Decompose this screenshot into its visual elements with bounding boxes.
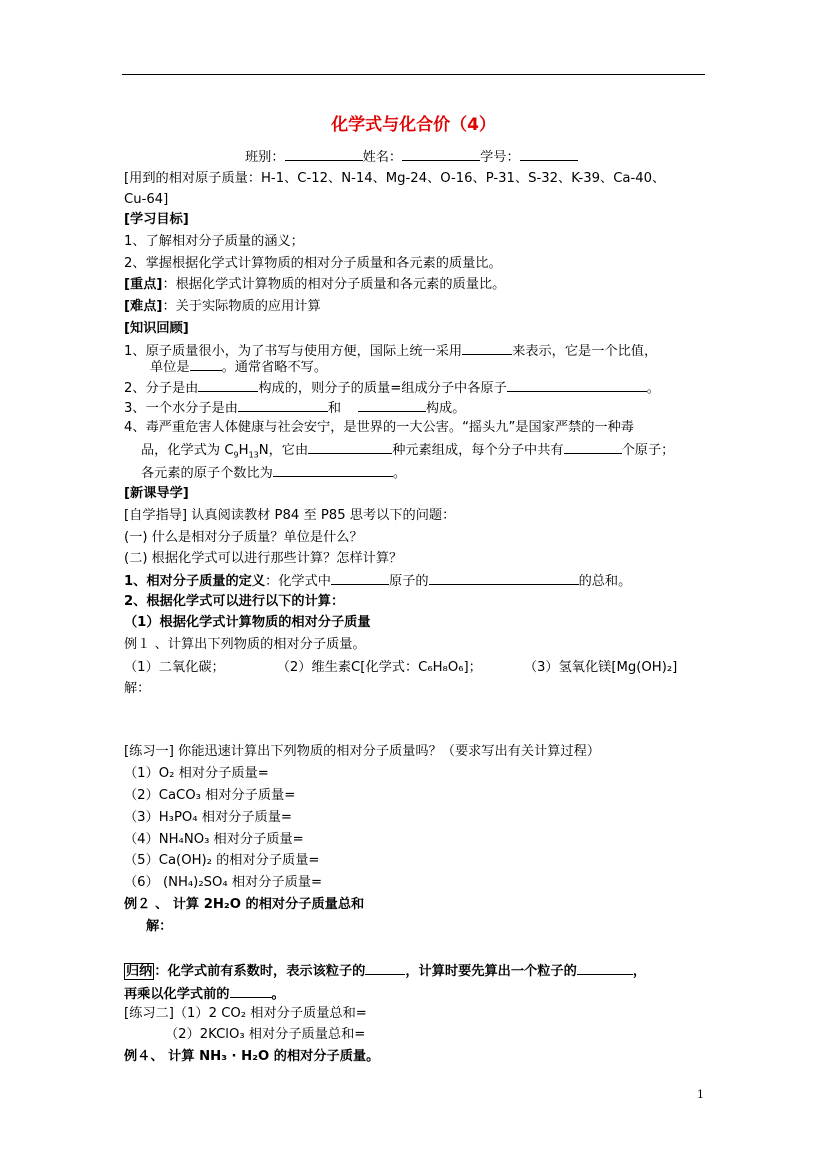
summary-text-a: ：化学式前有系数时，表示该粒子的	[154, 964, 366, 979]
review-q4-line2	[141, 440, 674, 464]
formula-c9h13n	[224, 443, 268, 458]
blank-all[interactable]	[331, 571, 389, 585]
blank-unit[interactable]	[462, 341, 512, 355]
difficulty-label: [难点]	[124, 299, 163, 314]
self-study-guide: [自学指导] 认真阅读教材 P84 至 P85 思考以下的问题：	[124, 508, 456, 523]
id-field[interactable]	[520, 147, 578, 161]
blank-water-2[interactable]	[358, 398, 426, 412]
definition-text-b: 原子的	[389, 574, 429, 589]
calc-subheading: （1）根据化学式计算物质的相对分子质量	[124, 615, 371, 630]
key-point	[124, 276, 505, 293]
practice-1-item: （6） (NH₄)₂SO₄ 相对分子质量=	[124, 875, 323, 890]
review-q1-text-c: 单位是	[150, 360, 190, 375]
summary-line2	[124, 984, 285, 1003]
review-q3-text-c: 构成。	[425, 401, 466, 416]
practice-2-line1	[124, 1005, 367, 1022]
formula-13: 13	[248, 450, 259, 460]
review-q4-text-b: 品，化学式为	[141, 443, 225, 458]
summary-text-e: 。	[271, 987, 285, 1002]
review-q4-line1: 4、毒严重危害人体健康与社会安宁，是世界的一大公害。“摇头九”是国家严禁的一种毒	[124, 420, 634, 435]
review-q1-text-b: 来表示，它是一个比值，	[512, 344, 658, 359]
blank-water-1[interactable]	[238, 398, 328, 412]
difficulty	[124, 298, 321, 315]
blank-element-count[interactable]	[308, 440, 392, 454]
summary-text-b: ，计算时要先算出一个粒子的	[405, 964, 577, 979]
review-q4-text-c: ，它由	[268, 443, 309, 458]
summary-label: 归纳	[126, 964, 153, 979]
id-label: 学号：	[480, 150, 520, 165]
review-q2-text-b: 构成的，则分子的质量=组成分子中各原子	[258, 381, 507, 396]
practice-1-heading: [练习一] 你能迅速计算出下列物质的相对分子质量吗？（要求写出有关计算过程）	[124, 744, 601, 759]
example-2-solve: 解：	[146, 919, 173, 934]
definition-text-c: 的总和。	[578, 574, 632, 589]
formula-n: N	[258, 443, 269, 458]
example-1-solve: 解：	[124, 681, 151, 696]
practice-1-item: （4）NH₄NO₃ 相对分子质量=	[124, 832, 304, 847]
atomic-masses-line2: Cu-64]	[124, 192, 169, 207]
practice-2-line2: （2）2KClO₃ 相对分子质量总和=	[165, 1027, 366, 1042]
practice-1-item: （2）CaCO₃ 相对分子质量=	[124, 788, 296, 803]
question-1: (一) 什么是相对分子质量？单位是什么？	[124, 530, 363, 545]
blank-atom-ratio[interactable]	[273, 463, 393, 477]
calc-heading: 2、根据化学式可以进行以下的计算：	[124, 594, 345, 609]
key-point-label: [重点]	[124, 277, 163, 292]
example-1-item-b: （2）维生素C[化学式：C₆H₈O₆]；	[276, 660, 482, 675]
review-q4-text-e: 个原子；	[621, 443, 675, 458]
definition-text-a: ：化学式中	[265, 574, 331, 589]
blank-definition[interactable]	[429, 571, 579, 585]
blank-molecule-composition[interactable]	[198, 378, 258, 392]
page-number: 1	[697, 1088, 704, 1101]
review-q3-text-b: 和	[327, 401, 342, 416]
formula-c: C	[224, 443, 234, 458]
example-1-item-a: （1）二氧化碳；	[124, 660, 225, 675]
practice-1-item: （1）O₂ 相对分子质量=	[124, 766, 269, 781]
student-info	[245, 147, 578, 166]
definition-line	[124, 571, 631, 590]
summary-text-d: 再乘以化学式前的	[124, 987, 230, 1002]
review-q4-text-g: 。	[392, 466, 407, 481]
review-q2-text-a: 2、分子是由	[124, 381, 199, 396]
atomic-masses-line1: [用到的相对原子质量：H-1、C-12、N-14、Mg-24、O-16、P-31、S-32、K-39、Ca-40、	[124, 171, 666, 186]
review-q3-text-a: 3、一个水分子是由	[124, 401, 238, 416]
formula-h: H	[238, 443, 249, 458]
page-title: 化学式与化合价（4）	[331, 115, 496, 135]
blank-unit-name[interactable]	[190, 357, 222, 371]
example-1-items	[124, 659, 677, 676]
name-field[interactable]	[402, 147, 480, 161]
practice-1-item: （3）H₃PO₄ 相对分子质量=	[124, 810, 292, 825]
summary-text-c: ，	[632, 964, 646, 979]
definition-label: 1、相对分子质量的定义	[124, 574, 266, 589]
summary-line1	[124, 961, 646, 980]
example-1-item-c: （3）氢氧化镁[Mg(OH)₂]	[523, 660, 678, 675]
goal-item-1: 1、了解相对分子质量的涵义；	[124, 234, 304, 249]
class-field[interactable]	[285, 147, 363, 161]
review-q1-text-a: 1、原子质量很小，为了书写与使用方便，国际上统一采用	[124, 344, 463, 359]
name-label: 姓名：	[362, 150, 403, 165]
example-1: 例１ 、计算出下列物质的相对分子质量。	[124, 637, 366, 652]
blank-particle-mass[interactable]	[577, 961, 633, 975]
review-q4-line3	[141, 463, 406, 482]
difficulty-text: ：关于实际物质的应用计算	[162, 299, 321, 314]
review-q4-text-f: 各元素的原子个数比为	[141, 466, 273, 481]
practice-2-item-1: [练习二]（1）2 CO₂ 相对分子质量总和=	[124, 1006, 367, 1021]
class-label: 班别：	[245, 150, 285, 165]
goal-item-2: 2、掌握根据化学式计算物质的相对分子质量和各元素的质量比。	[124, 256, 502, 271]
review-q4-text-d: 种元素组成，每个分子中共有	[392, 443, 564, 458]
example-4: 例４、 计算 NH₃ · H₂O 的相对分子质量。	[124, 1049, 380, 1064]
example-2: 例２ 、 计算 2H₂O 的相对分子质量总和	[124, 897, 365, 912]
goals-heading: [学习目标]	[124, 212, 189, 227]
question-2: (二) 根据化学式可以进行那些计算？怎样计算？	[124, 551, 403, 566]
blank-atom-mass[interactable]	[507, 378, 647, 392]
blank-coefficient[interactable]	[230, 984, 272, 998]
practice-1-item: （5）Ca(OH)₂ 的相对分子质量=	[124, 853, 320, 868]
blank-atom-count[interactable]	[564, 440, 622, 454]
review-q2-text-c: 。	[646, 381, 660, 396]
new-lesson-heading: [新课导学]	[124, 486, 189, 501]
review-q1-text-d: 。通常省略不写。	[221, 360, 328, 375]
key-point-text: ：根据化学式计算物质的相对分子质量和各元素的质量比。	[162, 277, 506, 292]
review-q2	[124, 378, 660, 397]
blank-count[interactable]	[365, 961, 405, 975]
review-q3	[124, 398, 465, 417]
review-q1-line2	[150, 357, 327, 376]
header-rule	[122, 74, 705, 75]
formula-9: 9	[233, 450, 239, 460]
review-heading: [知识回顾]	[124, 321, 189, 336]
